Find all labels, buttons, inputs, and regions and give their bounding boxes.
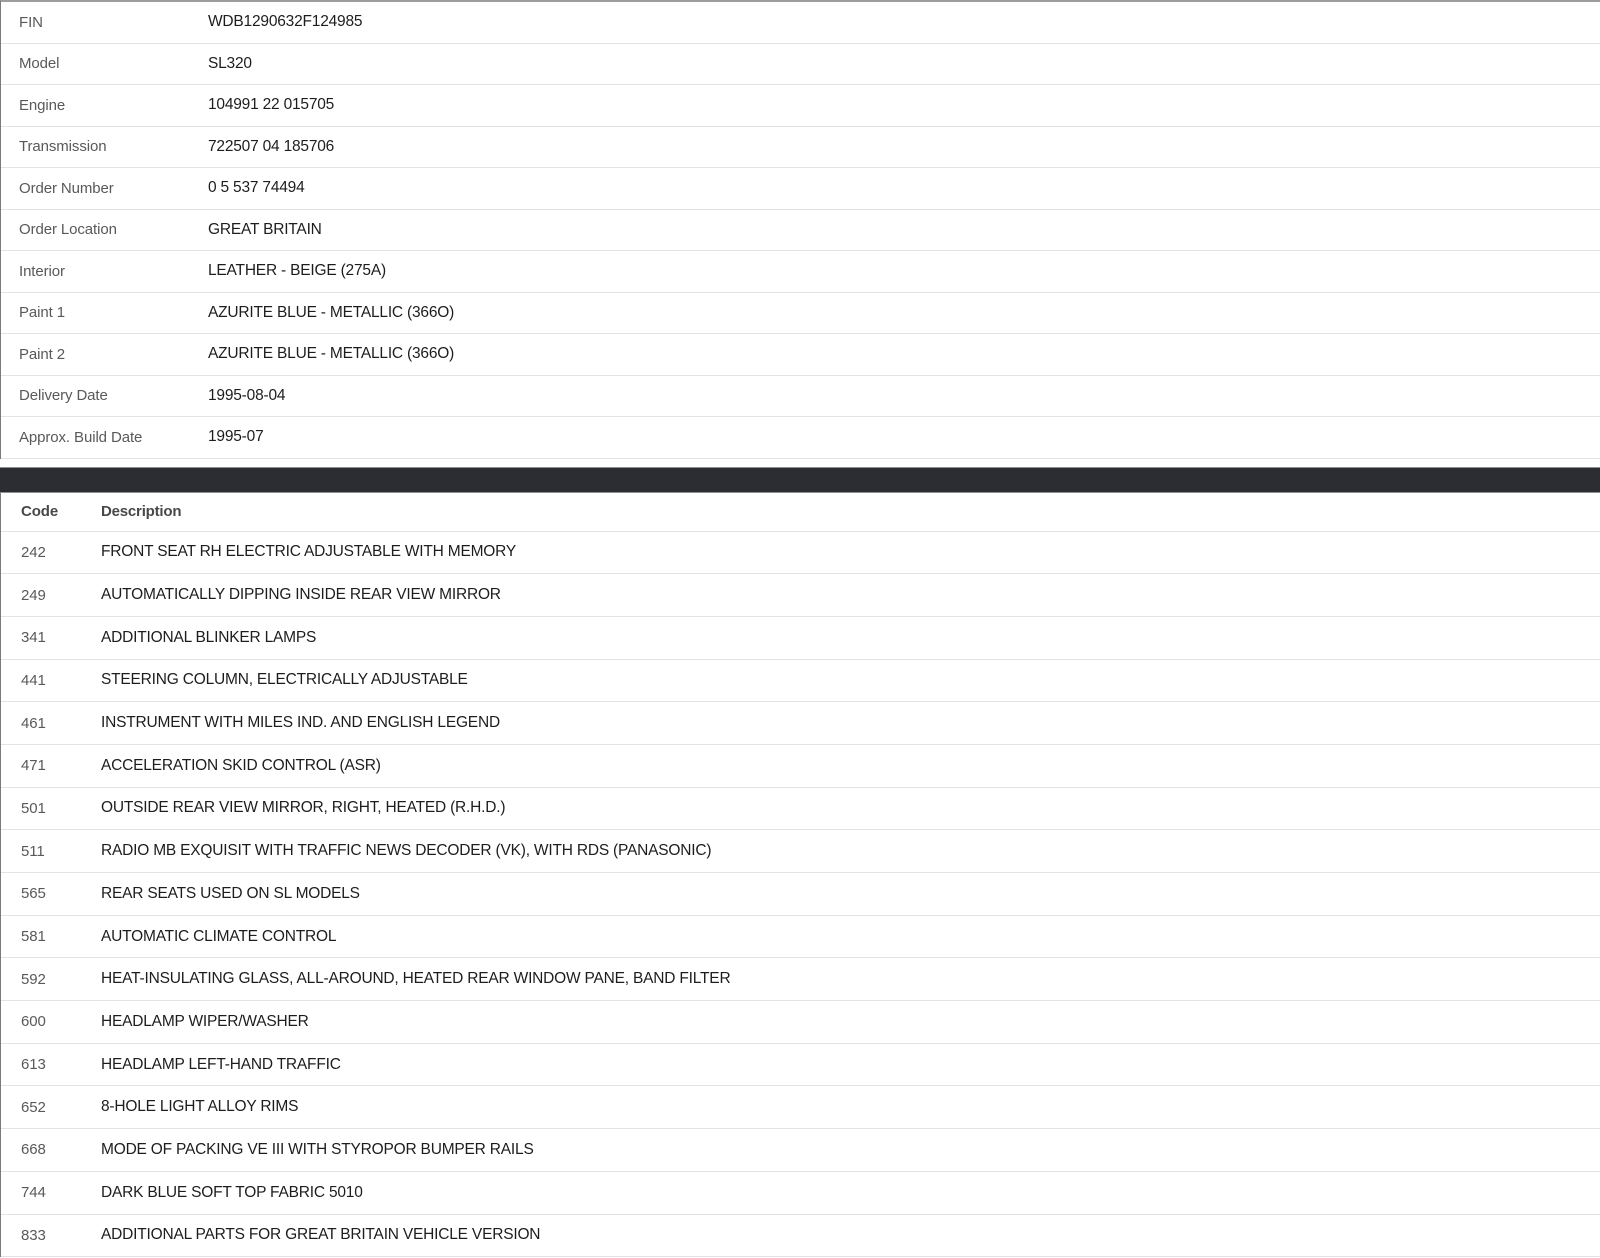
vehicle-info-row [1,44,1600,86]
info-value: 722507 04 185706 [208,137,335,155]
code-cell: 511 [21,842,45,860]
code-cell: 600 [21,1013,46,1031]
code-cell: 565 [21,885,46,903]
equipment-code-row [1,702,1600,745]
equipment-codes-table [0,493,1600,1258]
description-cell: REAR SEATS USED ON SL MODELS [101,884,360,902]
codes-table-body [1,532,1600,1258]
equipment-code-row [1,1172,1600,1215]
equipment-code-row [1,1129,1600,1172]
description-cell: AUTOMATIC CLIMATE CONTROL [101,927,337,945]
info-label: Engine [19,96,66,114]
info-value: WDB1290632F124985 [208,13,363,31]
equipment-code-row [1,660,1600,703]
description-cell: HEADLAMP LEFT-HAND TRAFFIC [101,1055,341,1073]
info-value: 1995-08-04 [208,386,286,404]
description-cell: HEAT-INSULATING GLASS, ALL-AROUND, HEATED REAR WINDOW PANE, BAND FILTER [101,970,731,988]
code-cell: 471 [21,757,46,775]
vehicle-info-row [1,251,1600,293]
description-cell: AUTOMATICALLY DIPPING INSIDE REAR VIEW MIRROR [101,586,501,604]
code-cell: 341 [21,629,46,647]
info-label: Delivery Date [19,387,108,405]
vehicle-info-row [1,127,1600,169]
code-cell: 249 [21,586,46,604]
description-column-header: Description [101,503,182,520]
description-cell: RADIO MB EXQUISIT WITH TRAFFIC NEWS DECODER (VK), WITH RDS (PANASONIC) [101,842,712,860]
info-label: Model [19,55,60,73]
equipment-code-row [1,830,1600,873]
equipment-code-row [1,1001,1600,1044]
vehicle-info-row [1,293,1600,335]
info-label: Order Location [19,221,117,239]
code-cell: 652 [21,1098,46,1116]
vehicle-info-row [1,334,1600,376]
info-label: Transmission [19,138,107,156]
codes-header-row [1,493,1600,532]
info-label: Approx. Build Date [19,428,143,446]
equipment-code-row [1,1044,1600,1087]
info-label: FIN [19,13,43,31]
code-column-header: Code [21,503,59,520]
description-cell: 8-HOLE LIGHT ALLOY RIMS [101,1098,299,1116]
equipment-code-row [1,788,1600,831]
vehicle-info-row [1,376,1600,418]
info-value: 1995-07 [208,428,264,446]
info-label: Order Number [19,179,114,197]
info-value: AZURITE BLUE - METALLIC (366O) [208,303,455,321]
equipment-code-row [1,745,1600,788]
code-cell: 242 [21,543,46,561]
equipment-code-row [1,532,1600,575]
section-gap [0,459,1600,467]
description-cell: OUTSIDE REAR VIEW MIRROR, RIGHT, HEATED (R.H.D.) [101,799,506,817]
code-cell: 441 [21,671,46,689]
vehicle-info-row [1,85,1600,127]
description-cell: FRONT SEAT RH ELECTRIC ADJUSTABLE WITH MEMORY [101,543,517,561]
info-value: GREAT BRITAIN [208,220,322,238]
info-label: Paint 1 [19,304,65,322]
description-cell: HEADLAMP WIPER/WASHER [101,1012,309,1030]
description-cell: MODE OF PACKING VE III WITH STYROPOR BUMPER RAILS [101,1140,534,1158]
code-cell: 501 [21,799,46,817]
info-label: Paint 2 [19,345,65,363]
info-value: 104991 22 015705 [208,96,335,114]
description-cell: ADDITIONAL BLINKER LAMPS [101,628,317,646]
info-value: LEATHER - BEIGE (275A) [208,262,386,280]
info-label: Interior [19,262,65,280]
vehicle-info-row [1,2,1600,44]
equipment-code-row [1,873,1600,916]
info-value: AZURITE BLUE - METALLIC (366O) [208,345,455,363]
equipment-code-row [1,617,1600,660]
equipment-code-row [1,916,1600,959]
description-cell: ACCELERATION SKID CONTROL (ASR) [101,756,381,774]
vehicle-info-row [1,417,1600,459]
equipment-code-row [1,1215,1600,1258]
vehicle-info-row [1,210,1600,252]
description-cell: INSTRUMENT WITH MILES IND. AND ENGLISH LEGEND [101,714,500,732]
equipment-code-row [1,574,1600,617]
code-cell: 744 [21,1184,46,1202]
code-cell: 592 [21,970,46,988]
equipment-code-row [1,1086,1600,1129]
description-cell: DARK BLUE SOFT TOP FABRIC 5010 [101,1183,363,1201]
description-cell: ADDITIONAL PARTS FOR GREAT BRITAIN VEHICLE VERSION [101,1226,541,1244]
code-cell: 613 [21,1056,46,1074]
info-value: SL320 [208,54,252,72]
vehicle-info-row [1,168,1600,210]
equipment-code-row [1,958,1600,1001]
section-divider-bar [0,467,1600,493]
code-cell: 833 [21,1226,46,1244]
description-cell: STEERING COLUMN, ELECTRICALLY ADJUSTABLE [101,671,468,689]
code-cell: 581 [21,928,46,946]
code-cell: 668 [21,1141,46,1159]
info-value: 0 5 537 74494 [208,179,305,197]
vehicle-info-table [0,0,1600,459]
code-cell: 461 [21,714,46,732]
